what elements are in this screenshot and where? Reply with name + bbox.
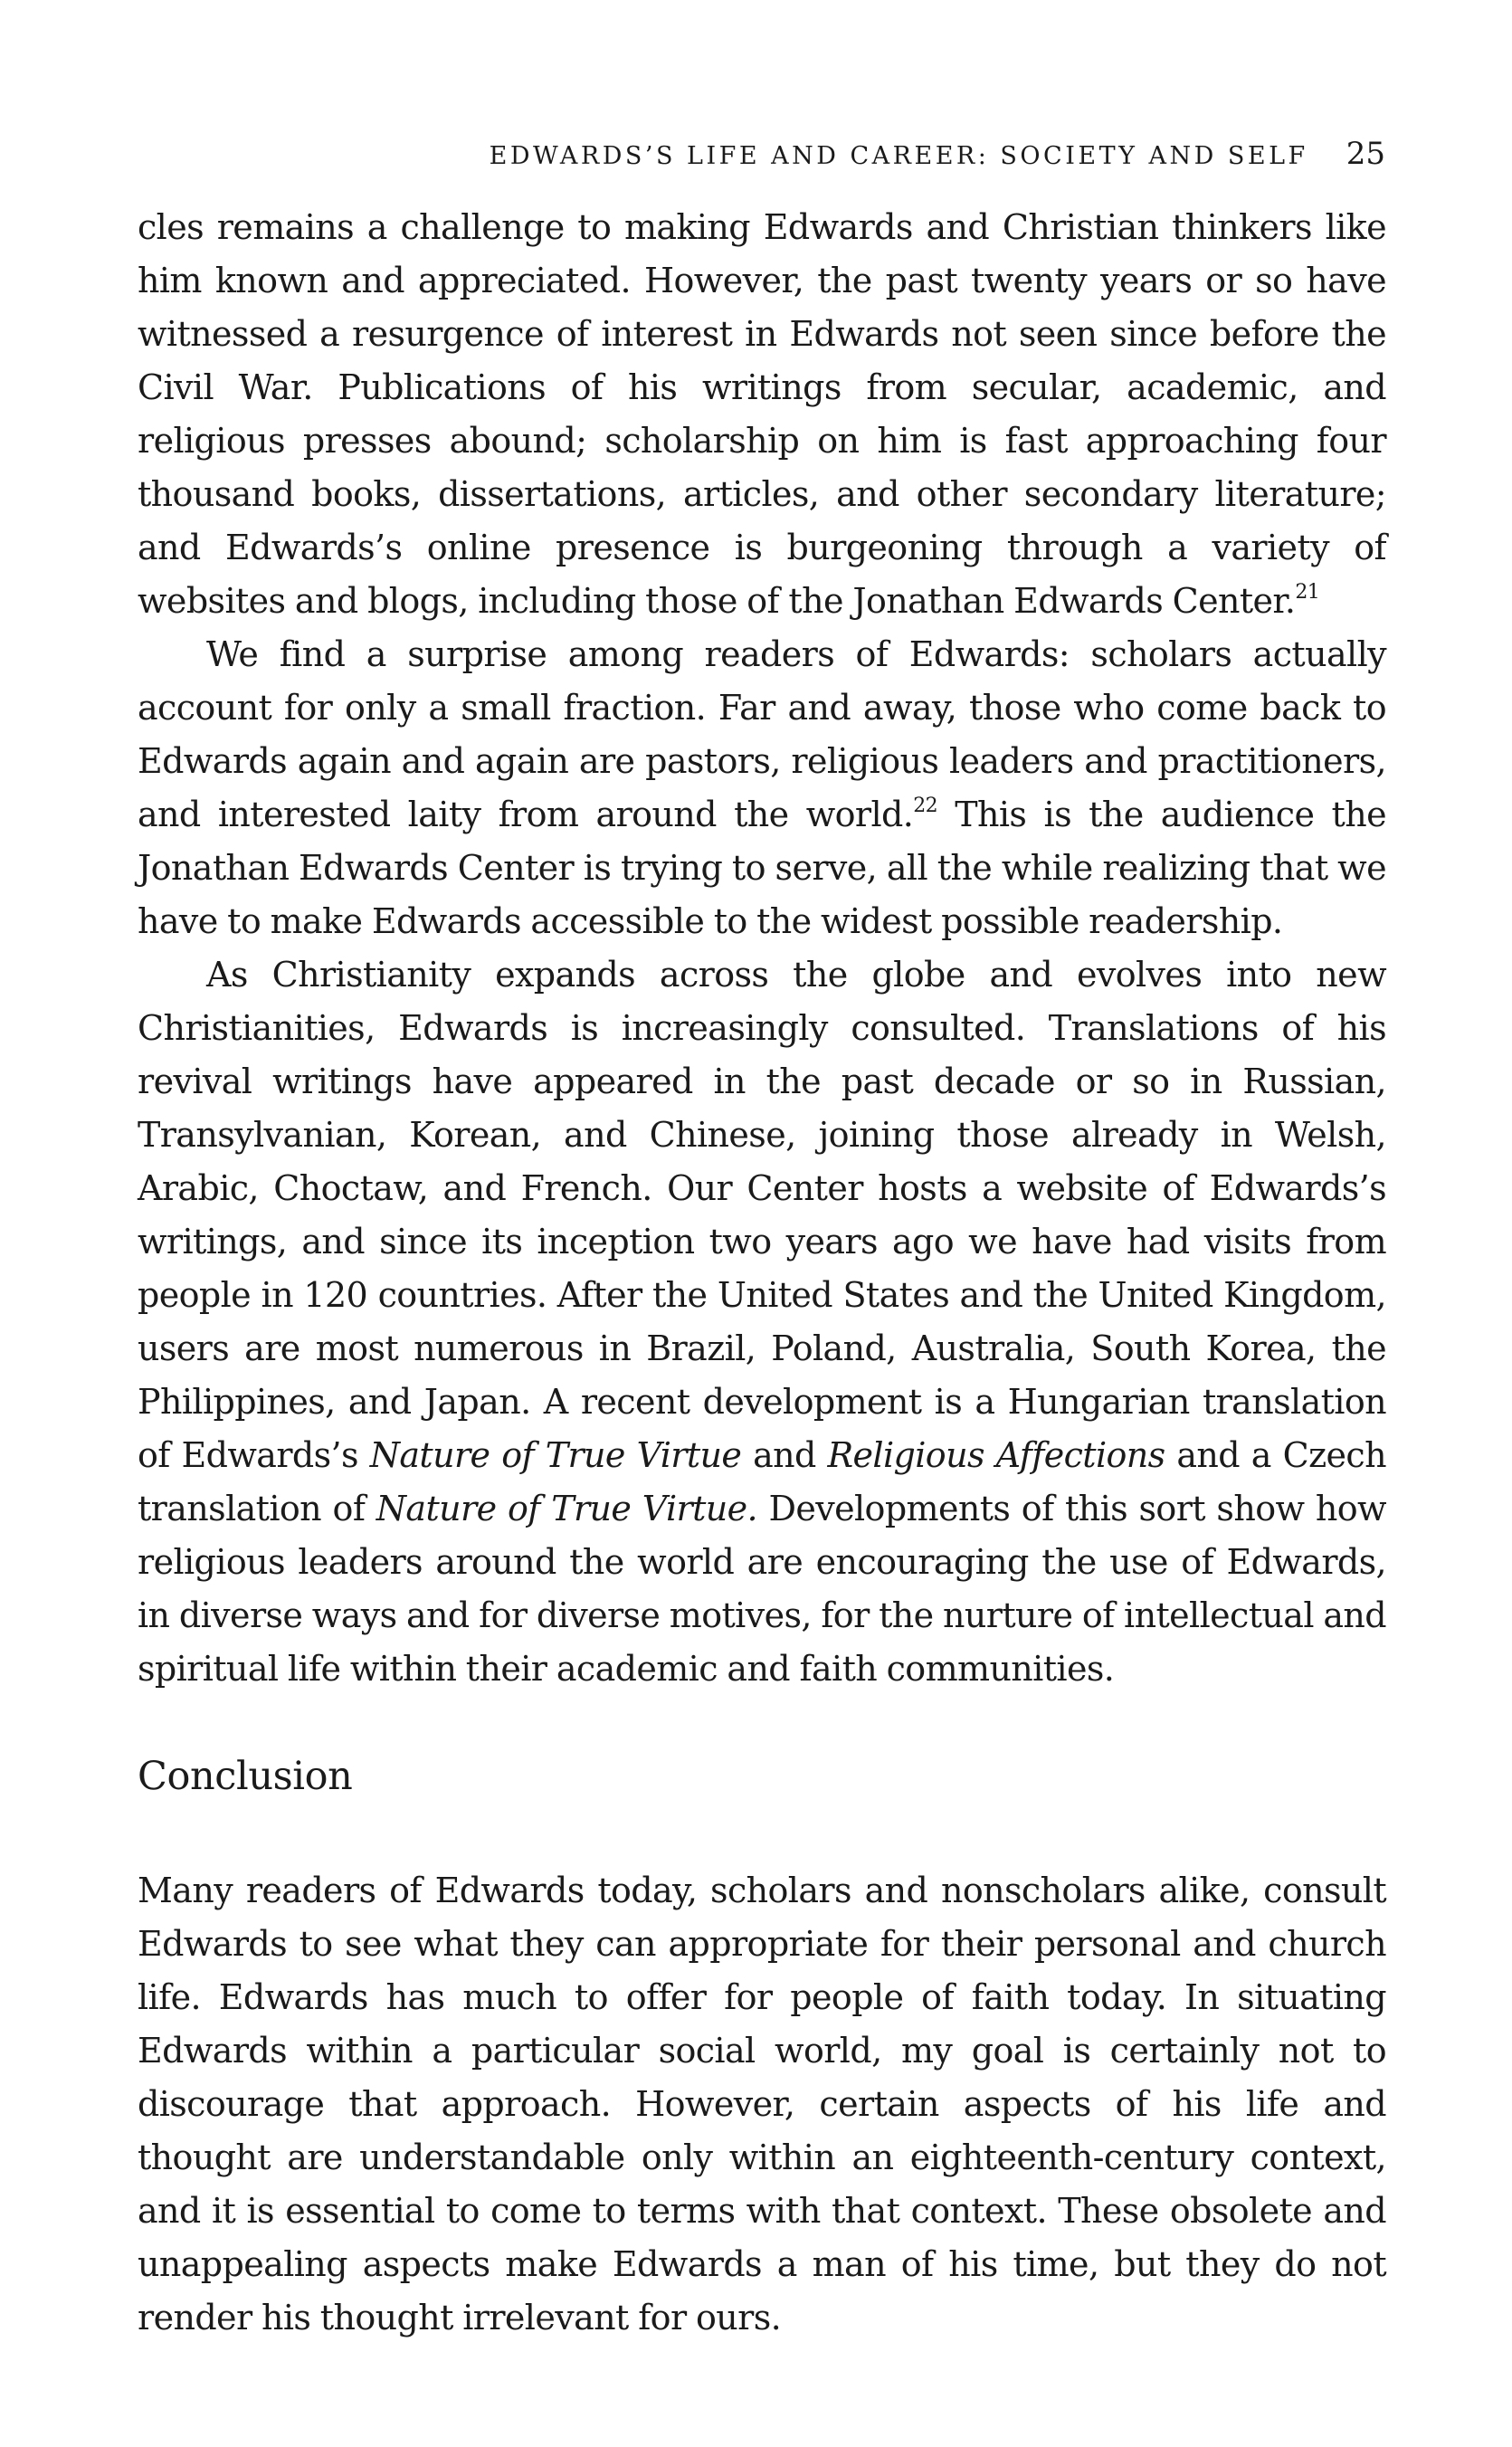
page-number: 25: [1346, 136, 1385, 172]
paragraph-christianity: [138, 948, 1386, 1696]
paragraph-text: As Christianity expands across the globe and evolves into new Christianities, Edwards is increasingly consulted. Translations of his revival writings have appeared in the past decade or so in Russian, Transylvanian, Korean, and Chinese, joining those already in Welsh, Arabic, Choctaw, and French. Our Center hosts a website of Edwards’s writings, and since its inception two years ago we have had visits from people in 120 countries. After the United States and the United Kingdom, users are most numerous in Brazil, Poland, Australia, South Korea, the Philippines, and Japan. A recent development is a Hungarian translation of Edwards’s: [138, 955, 1386, 1475]
paragraph-continued: [138, 201, 1386, 628]
section-heading-conclusion: Conclusion: [138, 1754, 353, 1799]
main-text: [138, 201, 1386, 1696]
paragraph-text: and a Czech translation of: [138, 1435, 1386, 1528]
paragraph-text: cles remains a challenge to making Edwards and Christian thinkers like him known and appreciated. However, the past twenty years or so have witnessed a resurgence of interest in Edwards not seen since before the Civil War. Publications of his writings from secular, academic, and religious presses abound; scholarship on him is fast approaching four thousand books, dissertations, articles, and other secondary literature; and Edwards’s online presence is burgeoning through a variety of websites and blogs, including those of the Jonathan Edwards Center.: [138, 207, 1386, 621]
footnote-ref-21: 21: [1295, 581, 1320, 605]
book-title-italic: Nature of True Virtue: [369, 1435, 742, 1475]
book-title-italic: Nature of True Virtue.: [376, 1489, 757, 1528]
paragraph-conclusion: Many readers of Edwards today, scholars and nonscholars alike, consult Edwards to see what they can appropriate for their personal and church life. Edwards has much to offer for people of faith today. In situating Edwards within a particular social world, my goal is certainly not to discourage that approach. However, certain aspects of his life and thought are understandable only within an eighteenth-century context, and it is essential to come to terms with that context. These obsolete and unappealing aspects make Edwards a man of his time, but they do not render his thought irrelevant for ours.: [138, 1871, 1386, 2338]
footnote-ref-22: 22: [913, 795, 938, 818]
paragraph-readers: [138, 628, 1386, 948]
paragraph-text: Developments of this sort show how religious leaders around the world are encouraging the use of Edwards, in diverse ways and for diverse motives, for the nurture of intellectual and spiritual life within their academic and faith communities.: [138, 1489, 1386, 1689]
conclusion-text: [138, 1864, 1386, 2345]
paragraph-text: and: [741, 1435, 828, 1475]
paragraph-text: This is the audience the Jonathan Edwards Center is trying to serve, all the while realizing that we have to make Edwards accessible to the widest possible readership.: [138, 795, 1386, 941]
book-title-italic: Religious Affections: [827, 1435, 1165, 1475]
running-head: [136, 136, 1385, 172]
paragraph-text: We find a surprise among readers of Edwards: scholars actually account for only a small fraction. Far and away, those who come back to Edwards again and again are pastors, religious leaders and practitioners, and interested laity from around the world.: [138, 634, 1386, 834]
running-head-title: EDWARDS’S LIFE AND CAREER: SOCIETY AND SELF: [489, 142, 1308, 170]
